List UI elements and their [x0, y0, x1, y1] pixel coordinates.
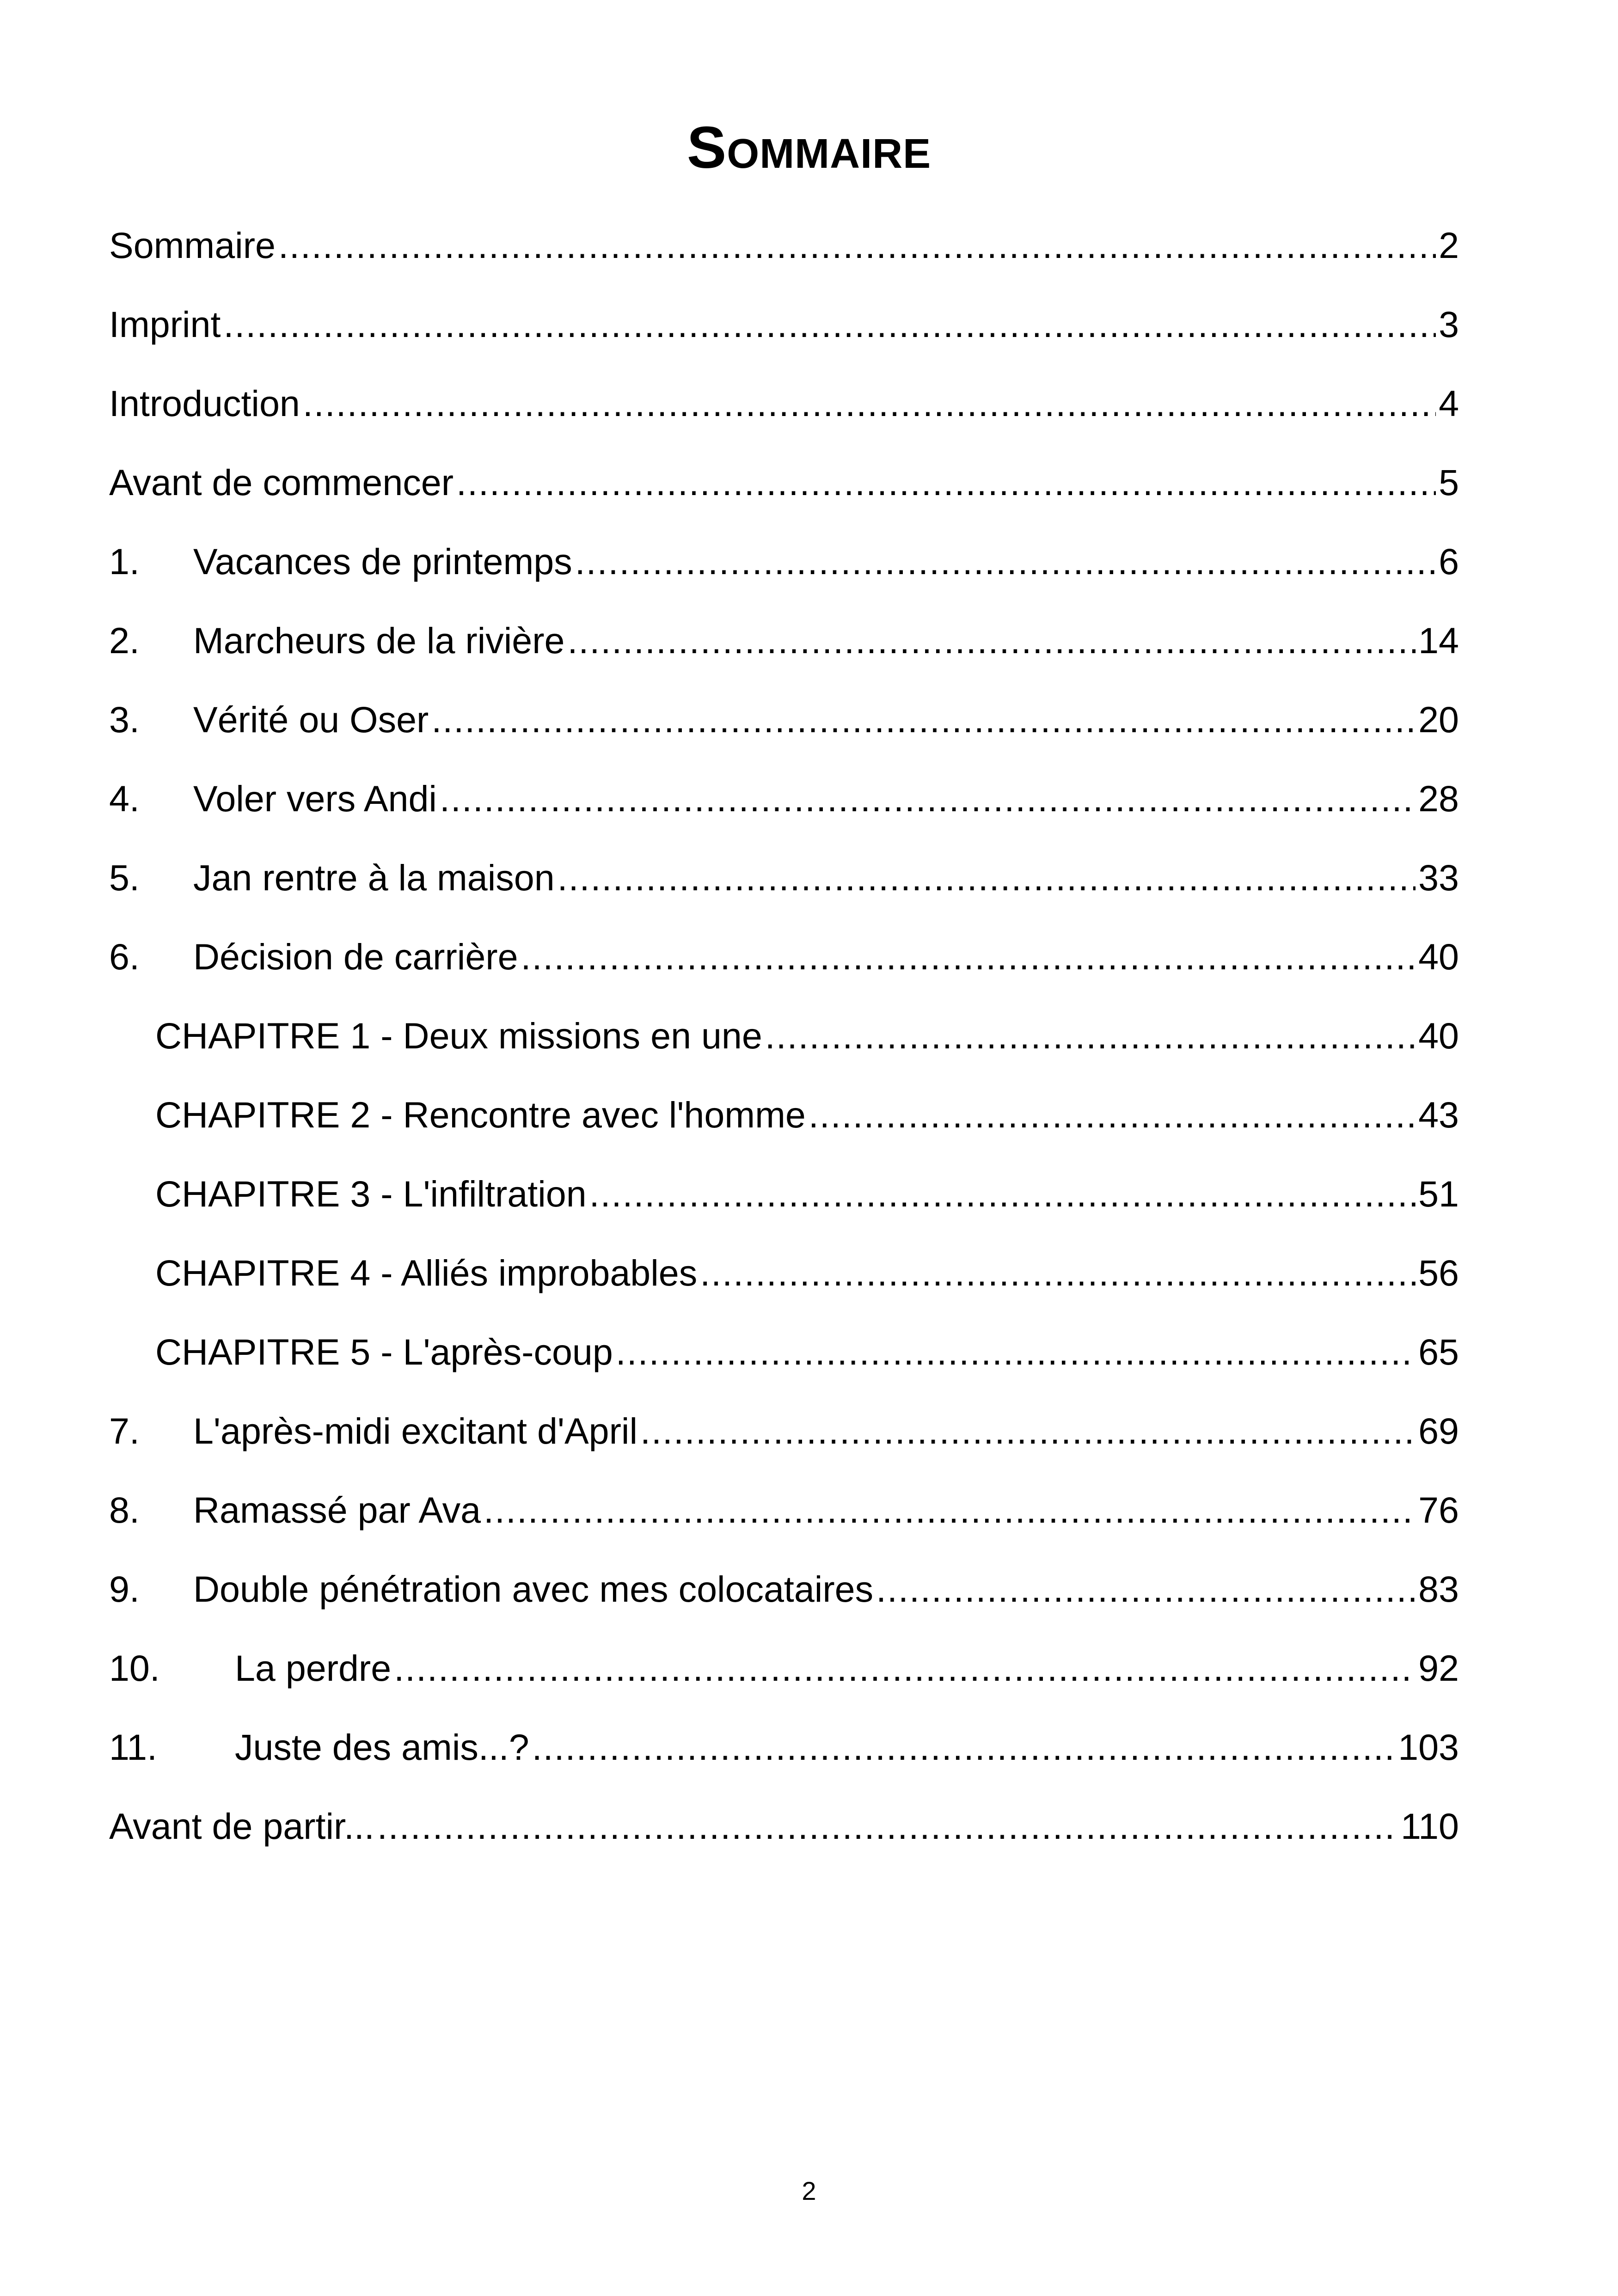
toc-entry-page: 40 — [1418, 936, 1459, 977]
toc-entry-page: 40 — [1418, 1015, 1459, 1056]
toc-entry-label: Avant de partir... — [109, 1806, 374, 1847]
toc-entry[interactable] — [109, 1391, 1459, 1470]
toc-entry-number: 6. — [109, 936, 140, 977]
toc-entry[interactable] — [109, 522, 1459, 601]
dot-leader — [431, 680, 1416, 759]
toc-entry-page: 28 — [1418, 778, 1459, 819]
toc-entry[interactable] — [109, 1470, 1459, 1549]
toc-entry-page: 2 — [1439, 225, 1459, 266]
toc-entry[interactable] — [109, 917, 1459, 996]
toc-entry-label: Vérité ou Oser — [193, 699, 429, 740]
page-title: Sommaire — [686, 115, 932, 181]
toc-entry-page: 76 — [1418, 1489, 1459, 1531]
dot-leader — [532, 1708, 1396, 1787]
toc-entry-label: Voler vers Andi — [193, 778, 437, 819]
toc-entry-number: 8. — [109, 1489, 140, 1531]
toc-entry-label: Ramassé par Ava — [193, 1489, 481, 1531]
toc-entry-label: Marcheurs de la rivière — [193, 620, 565, 661]
toc-entry[interactable] — [109, 364, 1459, 443]
toc-entry-label: CHAPITRE 4 - Alliés improbables — [155, 1252, 698, 1293]
toc-entry[interactable] — [109, 838, 1459, 917]
toc-subentry[interactable] — [109, 1075, 1459, 1154]
toc-entry-page: 43 — [1418, 1094, 1459, 1135]
toc-entry[interactable] — [109, 601, 1459, 680]
dot-leader — [876, 1549, 1416, 1629]
toc-entry[interactable] — [109, 206, 1459, 285]
dot-leader — [440, 759, 1416, 838]
toc-entry-number: 4. — [109, 778, 140, 819]
toc-entry-number: 5. — [109, 857, 140, 898]
dot-leader — [456, 443, 1436, 522]
dot-leader — [640, 1391, 1416, 1470]
toc-entry[interactable] — [109, 1629, 1459, 1708]
dot-leader — [303, 364, 1436, 443]
toc-entry-label: Juste des amis...? — [235, 1727, 529, 1768]
toc-entry-page: 20 — [1418, 699, 1459, 740]
dot-leader — [616, 1312, 1416, 1391]
toc-entry[interactable] — [109, 443, 1459, 522]
toc-entry-page: 3 — [1439, 304, 1459, 345]
dot-leader — [377, 1787, 1398, 1866]
toc-entry-number: 2. — [109, 620, 140, 661]
toc-subentry[interactable] — [109, 1233, 1459, 1312]
toc-entry-label: CHAPITRE 1 - Deux missions en une — [155, 1015, 762, 1056]
toc-entry-label: L'après-midi excitant d'April — [193, 1410, 637, 1451]
toc-entry-label: Vacances de printemps — [193, 541, 572, 582]
toc-entry[interactable] — [109, 680, 1459, 759]
toc-entry-number: 11. — [109, 1727, 157, 1768]
toc-entry-number: 1. — [109, 541, 140, 582]
toc-entry-label: Imprint — [109, 304, 221, 345]
toc-entry-page: 56 — [1418, 1252, 1459, 1293]
toc-entry-label: Jan rentre à la maison — [193, 857, 555, 898]
dot-leader — [278, 206, 1436, 285]
dot-leader — [567, 601, 1416, 680]
toc-entry-label: Introduction — [109, 383, 300, 424]
toc-entry-label: Double pénétration avec mes colocataires — [193, 1568, 874, 1610]
toc-entry[interactable] — [109, 285, 1459, 364]
toc-entry-page: 6 — [1439, 541, 1459, 582]
toc-entry-page: 83 — [1418, 1568, 1459, 1610]
dot-leader — [223, 285, 1436, 364]
toc-entry[interactable] — [109, 1708, 1459, 1787]
toc-entry-page: 110 — [1401, 1806, 1459, 1847]
dot-leader — [700, 1233, 1416, 1312]
page-number: 2 — [802, 2176, 816, 2205]
toc-entry-label: CHAPITRE 2 - Rencontre avec l'homme — [155, 1094, 806, 1135]
toc-entry-label: CHAPITRE 3 - L'infiltration — [155, 1173, 587, 1214]
dot-leader — [575, 522, 1436, 601]
toc-entry-number: 7. — [109, 1410, 140, 1451]
dot-leader — [521, 917, 1416, 996]
toc-entry-page: 14 — [1418, 620, 1459, 661]
toc-subentry[interactable] — [109, 1154, 1459, 1233]
toc-entry[interactable] — [109, 759, 1459, 838]
dot-leader — [558, 838, 1416, 917]
dot-leader — [394, 1629, 1416, 1708]
toc-entry-number: 10. — [109, 1647, 160, 1689]
toc-entry-page: 51 — [1418, 1173, 1459, 1214]
toc-entry-page: 5 — [1439, 462, 1459, 503]
dot-leader — [809, 1075, 1416, 1154]
dot-leader — [589, 1154, 1416, 1233]
dot-leader — [765, 996, 1416, 1075]
toc-entry-label: CHAPITRE 5 - L'après-coup — [155, 1331, 613, 1372]
toc-entry-label: Avant de commencer — [109, 462, 454, 503]
toc-subentry[interactable] — [109, 1312, 1459, 1391]
toc-entry-label: Décision de carrière — [193, 936, 518, 977]
toc-entry-page: 4 — [1439, 383, 1459, 424]
dot-leader — [484, 1470, 1416, 1549]
toc-entry-page: 92 — [1418, 1647, 1459, 1689]
toc-entry-page: 33 — [1418, 857, 1459, 898]
toc-entry-page: 103 — [1398, 1727, 1459, 1768]
toc-entry-page: 69 — [1418, 1410, 1459, 1451]
toc-entry-number: 9. — [109, 1568, 140, 1610]
table-of-contents — [109, 206, 1459, 1866]
toc-entry-page: 65 — [1418, 1331, 1459, 1372]
toc-entry-label: La perdre — [235, 1647, 392, 1689]
toc-entry-label: Sommaire — [109, 225, 276, 266]
toc-entry-number: 3. — [109, 699, 140, 740]
toc-subentry[interactable] — [109, 996, 1459, 1075]
toc-entry[interactable] — [109, 1787, 1459, 1866]
toc-entry[interactable] — [109, 1549, 1459, 1629]
